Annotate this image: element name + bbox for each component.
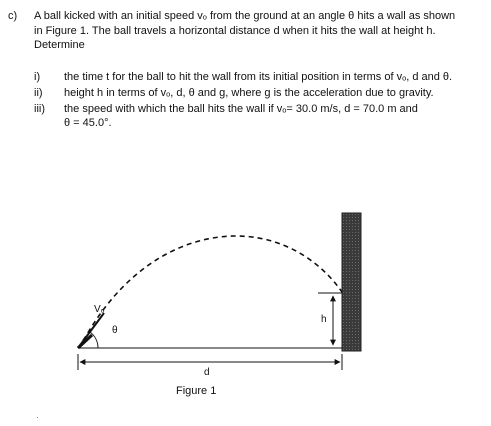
intro-line-3: Determine <box>34 39 85 51</box>
task-3-number: iii) <box>34 103 45 115</box>
distance-label: d <box>204 367 210 378</box>
height-label: h <box>321 314 327 325</box>
stray-dot: · <box>36 412 39 422</box>
wall <box>342 213 361 351</box>
intro-line-2: in Figure 1. The ball travels a horizontal distance d when it hits the wall at height h. <box>34 24 436 37</box>
angle-label: θ <box>112 325 118 336</box>
task-3-text-continued: θ = 45.0°. <box>64 117 112 129</box>
task-1-text: the time t for the ball to hit the wall from its initial position in terms of vₒ, d and θ. <box>64 71 453 83</box>
velocity-label: Vₒ <box>94 304 105 315</box>
task-2-text: height h in terms of vₒ, d, θ and g, where g is the acceleration due to gravity. <box>64 87 434 99</box>
trajectory-path <box>78 236 342 348</box>
task-2-number: ii) <box>34 87 43 99</box>
part-label: c) <box>8 10 18 22</box>
figure-caption: Figure 1 <box>176 385 217 397</box>
task-1-number: i) <box>34 71 41 83</box>
intro-line-1: A ball kicked with an initial speed vₒ from the ground at an angle θ hits a wall as shown <box>34 10 456 22</box>
task-3-text: the speed with which the ball hits the wall if vₒ= 30.0 m/s, d = 70.0 m and <box>64 103 418 115</box>
